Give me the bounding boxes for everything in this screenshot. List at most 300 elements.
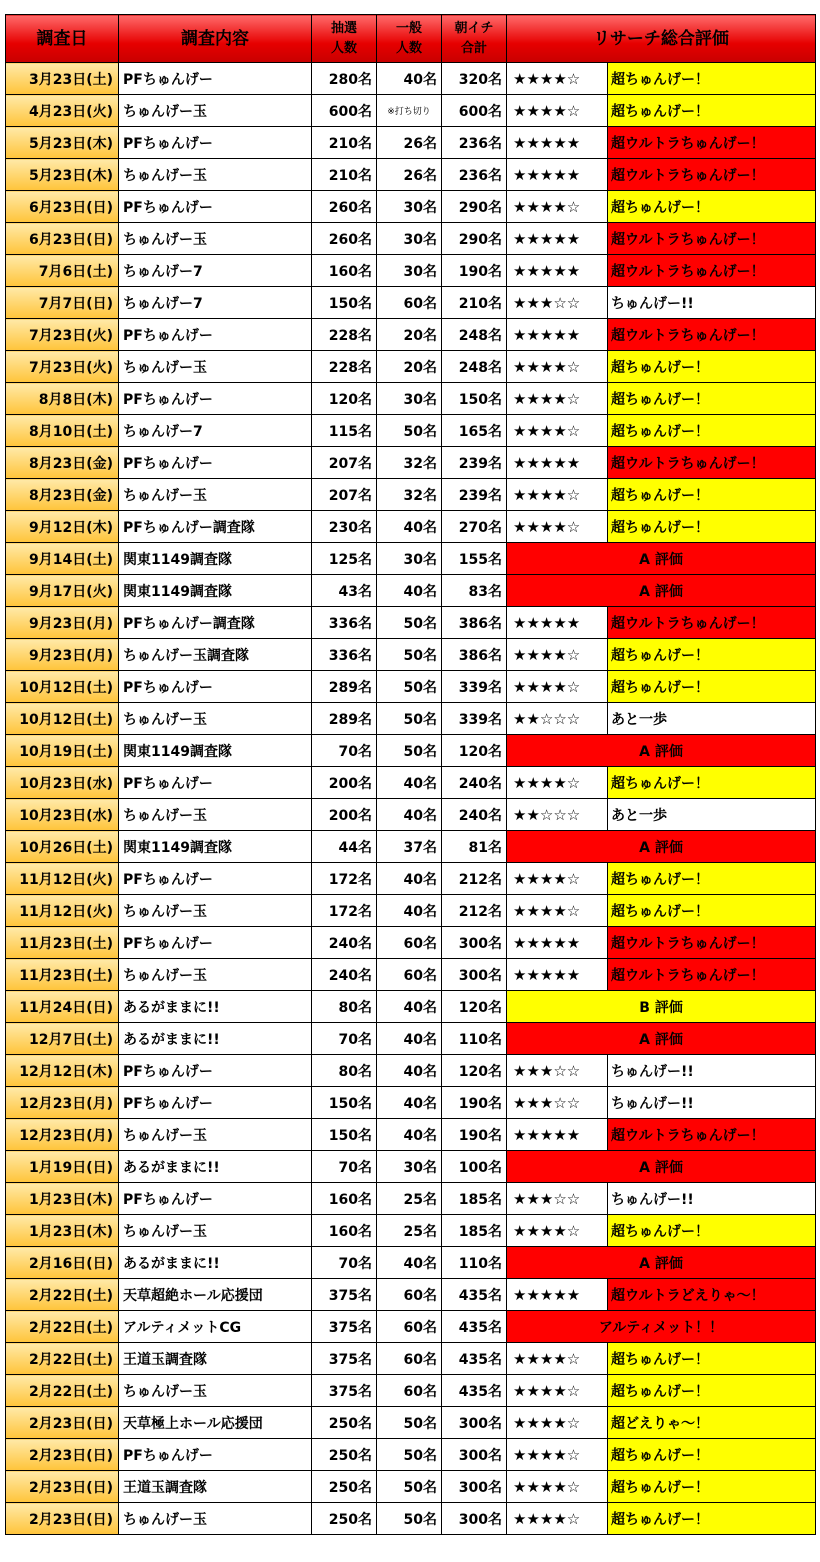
row-content: ちゅんげー玉: [119, 1119, 312, 1151]
row-evaluation-grade: A 評価: [507, 1023, 816, 1055]
row-total-count: 190名: [442, 255, 507, 287]
row-general-count: 50名: [377, 639, 442, 671]
row-content: PFちゅんげー: [119, 383, 312, 415]
row-lottery-count: 207名: [312, 447, 377, 479]
row-content: ちゅんげー玉調査隊: [119, 639, 312, 671]
row-general-count: 40名: [377, 1055, 442, 1087]
row-lottery-count: 115名: [312, 415, 377, 447]
row-evaluation-label: 超ちゅんげー！: [608, 1439, 816, 1471]
row-lottery-count: 250名: [312, 1439, 377, 1471]
row-content: ちゅんげー玉: [119, 1503, 312, 1535]
row-star-rating: ★★★★★: [507, 159, 608, 191]
row-evaluation-label: 超ちゅんげー！: [608, 351, 816, 383]
row-star-rating: ★★★★☆: [507, 863, 608, 895]
row-star-rating: ★★★★★: [507, 255, 608, 287]
row-date: 9月14日(土): [6, 543, 119, 575]
row-content: ちゅんげー玉: [119, 351, 312, 383]
row-total-count: 386名: [442, 639, 507, 671]
row-lottery-count: 336名: [312, 607, 377, 639]
table-header: [6, 15, 816, 63]
table-row: [6, 863, 816, 895]
row-general-count: 40名: [377, 575, 442, 607]
row-general-count: 40名: [377, 63, 442, 95]
table-row: [6, 1375, 816, 1407]
table-row: [6, 63, 816, 95]
row-content: PFちゅんげー: [119, 319, 312, 351]
row-total-count: 300名: [442, 927, 507, 959]
header-content: 調査内容: [119, 15, 312, 63]
row-total-count: 239名: [442, 447, 507, 479]
row-lottery-count: 70名: [312, 735, 377, 767]
row-total-count: 150名: [442, 383, 507, 415]
table-row: [6, 671, 816, 703]
row-star-rating: ★★★★☆: [507, 1215, 608, 1247]
row-general-count: 32名: [377, 447, 442, 479]
row-content: 関東1149調査隊: [119, 575, 312, 607]
table-row: [6, 1023, 816, 1055]
table-row: [6, 1439, 816, 1471]
row-date: 3月23日(土): [6, 63, 119, 95]
row-content: ちゅんげー玉: [119, 1375, 312, 1407]
table-row: [6, 287, 816, 319]
row-content: 王道玉調査隊: [119, 1471, 312, 1503]
row-general-count: 25名: [377, 1215, 442, 1247]
row-general-count: 60名: [377, 1375, 442, 1407]
row-content: PFちゅんげー: [119, 671, 312, 703]
row-general-count: 40名: [377, 799, 442, 831]
row-evaluation-label: 超ちゅんげー！: [608, 63, 816, 95]
table-row: [6, 639, 816, 671]
row-total-count: 120名: [442, 991, 507, 1023]
row-total-count: 300名: [442, 1503, 507, 1535]
table-row: [6, 191, 816, 223]
table-row: [6, 575, 816, 607]
row-lottery-count: 172名: [312, 895, 377, 927]
row-content: 関東1149調査隊: [119, 831, 312, 863]
row-evaluation-label: 超ウルトラちゅんげー！: [608, 607, 816, 639]
row-content: PFちゅんげー: [119, 63, 312, 95]
row-content: あるがままに!!: [119, 1151, 312, 1183]
row-star-rating: ★★☆☆☆: [507, 703, 608, 735]
row-star-rating: ★★★★☆: [507, 479, 608, 511]
row-general-count: 40名: [377, 511, 442, 543]
row-general-count: 40名: [377, 863, 442, 895]
row-lottery-count: 375名: [312, 1375, 377, 1407]
table-row: [6, 223, 816, 255]
row-evaluation-label: 超ウルトラどえりゃ〜！: [608, 1279, 816, 1311]
row-evaluation-label: ちゅんげー!!: [608, 1055, 816, 1087]
row-lottery-count: 289名: [312, 703, 377, 735]
row-lottery-count: 260名: [312, 223, 377, 255]
row-lottery-count: 207名: [312, 479, 377, 511]
row-date: 1月19日(日): [6, 1151, 119, 1183]
table-row: [6, 383, 816, 415]
row-star-rating: ★★★★☆: [507, 351, 608, 383]
row-general-count: 30名: [377, 223, 442, 255]
row-evaluation-grade: A 評価: [507, 543, 816, 575]
row-general-count: 50名: [377, 415, 442, 447]
row-total-count: 290名: [442, 223, 507, 255]
row-content: ちゅんげー7: [119, 415, 312, 447]
row-total-count: 185名: [442, 1215, 507, 1247]
table-row: [6, 1151, 816, 1183]
row-star-rating: ★★★★☆: [507, 1439, 608, 1471]
row-lottery-count: 200名: [312, 799, 377, 831]
row-star-rating: ★★★★☆: [507, 383, 608, 415]
row-total-count: 386名: [442, 607, 507, 639]
row-date: 7月23日(火): [6, 351, 119, 383]
row-general-count: 40名: [377, 991, 442, 1023]
row-lottery-count: 250名: [312, 1471, 377, 1503]
table-row: [6, 895, 816, 927]
row-star-rating: ★★★★☆: [507, 1471, 608, 1503]
row-star-rating: ★★★★☆: [507, 639, 608, 671]
row-total-count: 339名: [442, 703, 507, 735]
header-lottery-bottom: 人数: [330, 40, 357, 56]
row-general-count: 60名: [377, 1279, 442, 1311]
header-total: [442, 15, 507, 63]
row-evaluation-grade: B 評価: [507, 991, 816, 1023]
table-row: [6, 1343, 816, 1375]
row-date: 6月23日(日): [6, 223, 119, 255]
row-date: 9月23日(月): [6, 607, 119, 639]
row-date: 1月23日(木): [6, 1215, 119, 1247]
row-date: 10月23日(水): [6, 799, 119, 831]
row-total-count: 110名: [442, 1023, 507, 1055]
row-star-rating: ★★★★☆: [507, 415, 608, 447]
row-total-count: 435名: [442, 1311, 507, 1343]
row-evaluation-label: 超ちゅんげー！: [608, 1503, 816, 1535]
row-content: PFちゅんげー調査隊: [119, 511, 312, 543]
row-general-count: 50名: [377, 735, 442, 767]
row-star-rating: ★★★☆☆: [507, 1183, 608, 1215]
table-row: [6, 351, 816, 383]
row-evaluation-grade: A 評価: [507, 831, 816, 863]
row-evaluation-grade: A 評価: [507, 1151, 816, 1183]
row-evaluation-label: ちゅんげー!!: [608, 1183, 816, 1215]
row-date: 2月23日(日): [6, 1439, 119, 1471]
row-star-rating: ★★★★★: [507, 1119, 608, 1151]
row-general-count: 60名: [377, 1343, 442, 1375]
row-lottery-count: 160名: [312, 1183, 377, 1215]
table-row: [6, 703, 816, 735]
row-total-count: 155名: [442, 543, 507, 575]
header-general-top: 一般: [395, 20, 422, 36]
row-star-rating: ★★★★★: [507, 959, 608, 991]
row-total-count: 270名: [442, 511, 507, 543]
row-total-count: 190名: [442, 1087, 507, 1119]
row-date: 11月12日(火): [6, 895, 119, 927]
row-general-count: 40名: [377, 1023, 442, 1055]
row-total-count: 110名: [442, 1247, 507, 1279]
row-date: 8月10日(土): [6, 415, 119, 447]
table-row: [6, 511, 816, 543]
row-date: 4月23日(火): [6, 95, 119, 127]
row-total-count: 120名: [442, 1055, 507, 1087]
table-body: [6, 63, 816, 1535]
row-content: ちゅんげー玉: [119, 223, 312, 255]
row-evaluation-grade: A 評価: [507, 575, 816, 607]
row-evaluation-label: 超ちゅんげー！: [608, 767, 816, 799]
row-date: 12月23日(月): [6, 1087, 119, 1119]
row-evaluation-label: 超ちゅんげー！: [608, 671, 816, 703]
table-row: [6, 1247, 816, 1279]
row-general-count: 50名: [377, 1439, 442, 1471]
table-row: [6, 767, 816, 799]
row-date: 2月22日(土): [6, 1311, 119, 1343]
row-general-count: 60名: [377, 959, 442, 991]
row-total-count: 190名: [442, 1119, 507, 1151]
row-lottery-count: 210名: [312, 127, 377, 159]
row-lottery-count: 375名: [312, 1343, 377, 1375]
row-total-count: 290名: [442, 191, 507, 223]
row-total-count: 185名: [442, 1183, 507, 1215]
row-date: 2月23日(日): [6, 1503, 119, 1535]
row-total-count: 165名: [442, 415, 507, 447]
row-date: 11月23日(土): [6, 959, 119, 991]
table-row: [6, 927, 816, 959]
row-date: 12月7日(土): [6, 1023, 119, 1055]
table-row: [6, 1279, 816, 1311]
row-date: 6月23日(日): [6, 191, 119, 223]
row-general-count: ※打ち切り: [377, 95, 442, 127]
row-total-count: 300名: [442, 959, 507, 991]
row-content: PFちゅんげー: [119, 1055, 312, 1087]
row-lottery-count: 240名: [312, 927, 377, 959]
row-evaluation-label: 超ちゅんげー！: [608, 863, 816, 895]
row-star-rating: ★★★☆☆: [507, 1087, 608, 1119]
row-content: ちゅんげー玉: [119, 95, 312, 127]
row-general-count: 32名: [377, 479, 442, 511]
row-content: ちゅんげー玉: [119, 479, 312, 511]
row-evaluation-grade: A 評価: [507, 735, 816, 767]
row-date: 2月23日(日): [6, 1471, 119, 1503]
table-row: [6, 159, 816, 191]
row-star-rating: ★★★★★: [507, 127, 608, 159]
row-date: 2月22日(土): [6, 1343, 119, 1375]
table-row: [6, 447, 816, 479]
row-content: PFちゅんげー: [119, 1439, 312, 1471]
row-evaluation-label: ちゅんげー!!: [608, 1087, 816, 1119]
row-lottery-count: 240名: [312, 959, 377, 991]
row-lottery-count: 70名: [312, 1023, 377, 1055]
table-row: [6, 543, 816, 575]
row-total-count: 240名: [442, 799, 507, 831]
row-content: ちゅんげー玉: [119, 799, 312, 831]
row-lottery-count: 150名: [312, 1119, 377, 1151]
table-row: [6, 1087, 816, 1119]
row-evaluation-label: あと一歩: [608, 703, 816, 735]
row-date: 10月12日(土): [6, 703, 119, 735]
row-general-count: 40名: [377, 1119, 442, 1151]
table-row: [6, 1311, 816, 1343]
row-star-rating: ★★★★★: [507, 223, 608, 255]
row-total-count: 248名: [442, 351, 507, 383]
row-star-rating: ★★★★☆: [507, 1375, 608, 1407]
row-star-rating: ★★★★☆: [507, 95, 608, 127]
row-general-count: 30名: [377, 1151, 442, 1183]
header-lottery-top: 抽選: [330, 20, 357, 36]
row-total-count: 300名: [442, 1407, 507, 1439]
row-lottery-count: 125名: [312, 543, 377, 575]
table-row: [6, 607, 816, 639]
row-evaluation-label: 超ちゅんげー！: [608, 479, 816, 511]
row-lottery-count: 200名: [312, 767, 377, 799]
row-lottery-count: 336名: [312, 639, 377, 671]
row-content: PFちゅんげー: [119, 1183, 312, 1215]
row-date: 7月23日(火): [6, 319, 119, 351]
row-total-count: 600名: [442, 95, 507, 127]
row-total-count: 210名: [442, 287, 507, 319]
row-general-count: 60名: [377, 927, 442, 959]
table-row: [6, 1119, 816, 1151]
row-general-count: 37名: [377, 831, 442, 863]
row-star-rating: ★★★★☆: [507, 191, 608, 223]
row-date: 11月12日(火): [6, 863, 119, 895]
row-star-rating: ★★★★☆: [507, 511, 608, 543]
table-row: [6, 319, 816, 351]
row-general-count: 30名: [377, 191, 442, 223]
row-general-count: 20名: [377, 319, 442, 351]
row-date: 10月23日(水): [6, 767, 119, 799]
row-evaluation-label: 超ウルトラちゅんげー！: [608, 927, 816, 959]
row-content: ちゅんげー玉: [119, 895, 312, 927]
header-total-bottom: 合計: [460, 40, 487, 56]
row-lottery-count: 160名: [312, 1215, 377, 1247]
row-content: PFちゅんげー調査隊: [119, 607, 312, 639]
row-evaluation-label: 超ウルトラちゅんげー！: [608, 959, 816, 991]
row-date: 10月26日(土): [6, 831, 119, 863]
row-lottery-count: 250名: [312, 1503, 377, 1535]
header-row: [6, 15, 816, 63]
row-date: 8月8日(木): [6, 383, 119, 415]
row-evaluation-label: 超ちゅんげー！: [608, 95, 816, 127]
row-general-count: 60名: [377, 287, 442, 319]
row-evaluation-label: 超ちゅんげー！: [608, 511, 816, 543]
row-star-rating: ★★★★☆: [507, 1343, 608, 1375]
row-lottery-count: 80名: [312, 991, 377, 1023]
row-content: ちゅんげー玉: [119, 703, 312, 735]
row-total-count: 83名: [442, 575, 507, 607]
row-evaluation-label: 超ちゅんげー！: [608, 1343, 816, 1375]
table-row: [6, 1183, 816, 1215]
table-row: [6, 127, 816, 159]
row-general-count: 50名: [377, 1503, 442, 1535]
row-evaluation-label: 超ウルトラちゅんげー！: [608, 319, 816, 351]
row-evaluation-label: 超ちゅんげー！: [608, 639, 816, 671]
row-evaluation-label: 超ちゅんげー！: [608, 415, 816, 447]
row-evaluation-label: 超ウルトラちゅんげー！: [608, 255, 816, 287]
table-row: [6, 1407, 816, 1439]
row-total-count: 81名: [442, 831, 507, 863]
row-general-count: 30名: [377, 255, 442, 287]
row-content: ちゅんげー7: [119, 255, 312, 287]
research-results-table: [5, 14, 816, 1535]
table-row: [6, 415, 816, 447]
row-general-count: 60名: [377, 1311, 442, 1343]
table-row: [6, 479, 816, 511]
row-star-rating: ★★★★☆: [507, 1407, 608, 1439]
row-content: 王道玉調査隊: [119, 1343, 312, 1375]
row-date: 7月7日(日): [6, 287, 119, 319]
row-lottery-count: 228名: [312, 319, 377, 351]
row-total-count: 300名: [442, 1471, 507, 1503]
row-general-count: 20名: [377, 351, 442, 383]
row-lottery-count: 172名: [312, 863, 377, 895]
row-total-count: 239名: [442, 479, 507, 511]
row-total-count: 320名: [442, 63, 507, 95]
row-date: 9月23日(月): [6, 639, 119, 671]
header-date: 調査日: [6, 15, 119, 63]
row-star-rating: ★★★☆☆: [507, 287, 608, 319]
table-row: [6, 95, 816, 127]
row-general-count: 30名: [377, 383, 442, 415]
row-evaluation-label: あと一歩: [608, 799, 816, 831]
row-content: ちゅんげー玉: [119, 159, 312, 191]
row-lottery-count: 70名: [312, 1151, 377, 1183]
header-evaluation: リサーチ総合評価: [507, 15, 816, 63]
table-row: [6, 255, 816, 287]
row-lottery-count: 230名: [312, 511, 377, 543]
row-evaluation-label: 超ウルトラちゅんげー！: [608, 1119, 816, 1151]
row-evaluation-label: 超ウルトラちゅんげー！: [608, 159, 816, 191]
row-evaluation-grade: A 評価: [507, 1247, 816, 1279]
row-content: PFちゅんげー: [119, 447, 312, 479]
header-lottery: [312, 15, 377, 63]
row-star-rating: ★★★★★: [507, 607, 608, 639]
row-star-rating: ★★★★★: [507, 1279, 608, 1311]
row-lottery-count: 375名: [312, 1311, 377, 1343]
row-star-rating: ★★★★★: [507, 319, 608, 351]
row-general-count: 50名: [377, 1407, 442, 1439]
row-total-count: 435名: [442, 1279, 507, 1311]
row-star-rating: ★★★★★: [507, 927, 608, 959]
row-evaluation-label: 超ちゅんげー！: [608, 1471, 816, 1503]
row-date: 5月23日(木): [6, 159, 119, 191]
row-general-count: 50名: [377, 607, 442, 639]
row-evaluation-label: ちゅんげー!!: [608, 287, 816, 319]
row-lottery-count: 289名: [312, 671, 377, 703]
row-total-count: 120名: [442, 735, 507, 767]
row-content: PFちゅんげー: [119, 127, 312, 159]
row-content: 関東1149調査隊: [119, 543, 312, 575]
row-star-rating: ★★★★☆: [507, 671, 608, 703]
row-lottery-count: 228名: [312, 351, 377, 383]
row-total-count: 100名: [442, 1151, 507, 1183]
table-row: [6, 735, 816, 767]
row-date: 12月12日(木): [6, 1055, 119, 1087]
row-date: 1月23日(木): [6, 1183, 119, 1215]
row-date: 8月23日(金): [6, 447, 119, 479]
row-lottery-count: 70名: [312, 1247, 377, 1279]
row-lottery-count: 210名: [312, 159, 377, 191]
row-lottery-count: 250名: [312, 1407, 377, 1439]
row-evaluation-label: 超ちゅんげー！: [608, 191, 816, 223]
row-lottery-count: 80名: [312, 1055, 377, 1087]
research-table-container: [5, 14, 816, 1535]
row-general-count: 40名: [377, 1087, 442, 1119]
row-content: PFちゅんげー: [119, 767, 312, 799]
table-row: [6, 959, 816, 991]
row-general-count: 40名: [377, 895, 442, 927]
row-content: 天草極上ホール応援団: [119, 1407, 312, 1439]
row-lottery-count: 280名: [312, 63, 377, 95]
row-content: アルティメットCG: [119, 1311, 312, 1343]
row-total-count: 435名: [442, 1343, 507, 1375]
row-lottery-count: 44名: [312, 831, 377, 863]
row-general-count: 25名: [377, 1183, 442, 1215]
row-total-count: 212名: [442, 863, 507, 895]
